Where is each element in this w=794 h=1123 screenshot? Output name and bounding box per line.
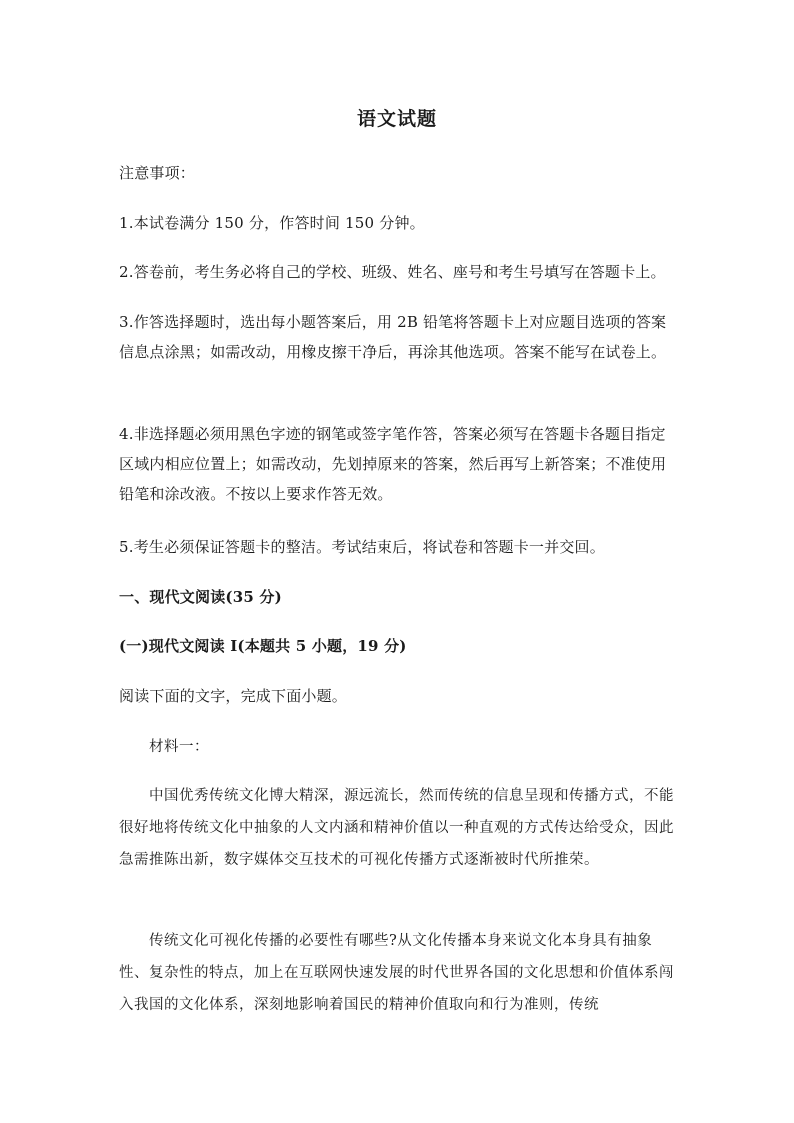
notice-item-2: 2.答卷前，考生务必将自己的学校、班级、姓名、座号和考生号填写在答题卡上。	[119, 263, 666, 281]
material-label: 材料一：	[149, 739, 209, 755]
exam-title: 语文试题	[356, 108, 437, 130]
section-subheading: (一)现代文阅读 I(本题共 5 小题，19 分)	[119, 637, 407, 655]
notice-item-4: 4.非选择题必须用黑色字迹的钢笔或签字笔作答，答案必须写在答题卡各题目指定区域内相应位置上；如需改动，先划掉原来的答案，然后再写上新答案；不准使用铅笔和涂改液。不按以上要求作答无效。	[119, 425, 667, 503]
passage-paragraph-1: 中国优秀传统文化博大精深，源远流长，然而传统的信息呈现和传播方式，不能很好地将传统文化中抽象的人文内涵和精神价值以一种直观的方式传达给受众，因此急需推陈出新，数字媒体交互技术的可视化传播方式逐渐被时代所推荣。	[119, 788, 674, 868]
passage-paragraph-2: 传统文化可视化传播的必要性有哪些?从文化传播本身来说文化本身具有抽象性、复杂性的特点，加上在互联网快速发展的时代世界各国的文化思想和价值体系闯入我国的文化体系，深刻地影响着国民的精神价值取向和行为准则，传统	[119, 933, 674, 1013]
section-heading: 一、现代文阅读(35 分)	[119, 588, 282, 606]
notice-item-5: 5.考生必须保证答题卡的整洁。考试结束后，将试卷和答题卡一并交回。	[119, 538, 605, 556]
notice-heading: 注意事项：	[119, 164, 196, 182]
notice-item-1: 1.本试卷满分 150 分，作答时间 150 分钟。	[119, 214, 425, 232]
reading-instruction: 阅读下面的文字，完成下面小题。	[119, 687, 348, 705]
notice-item-3: 3.作答选择题时，选出每小题答案后，用 2B 铅笔将答题卡上对应题目选项的答案信息点涂黑；如需改动，用橡皮擦干净后，再涂其他选项。答案不能写在试卷上。	[119, 313, 667, 361]
